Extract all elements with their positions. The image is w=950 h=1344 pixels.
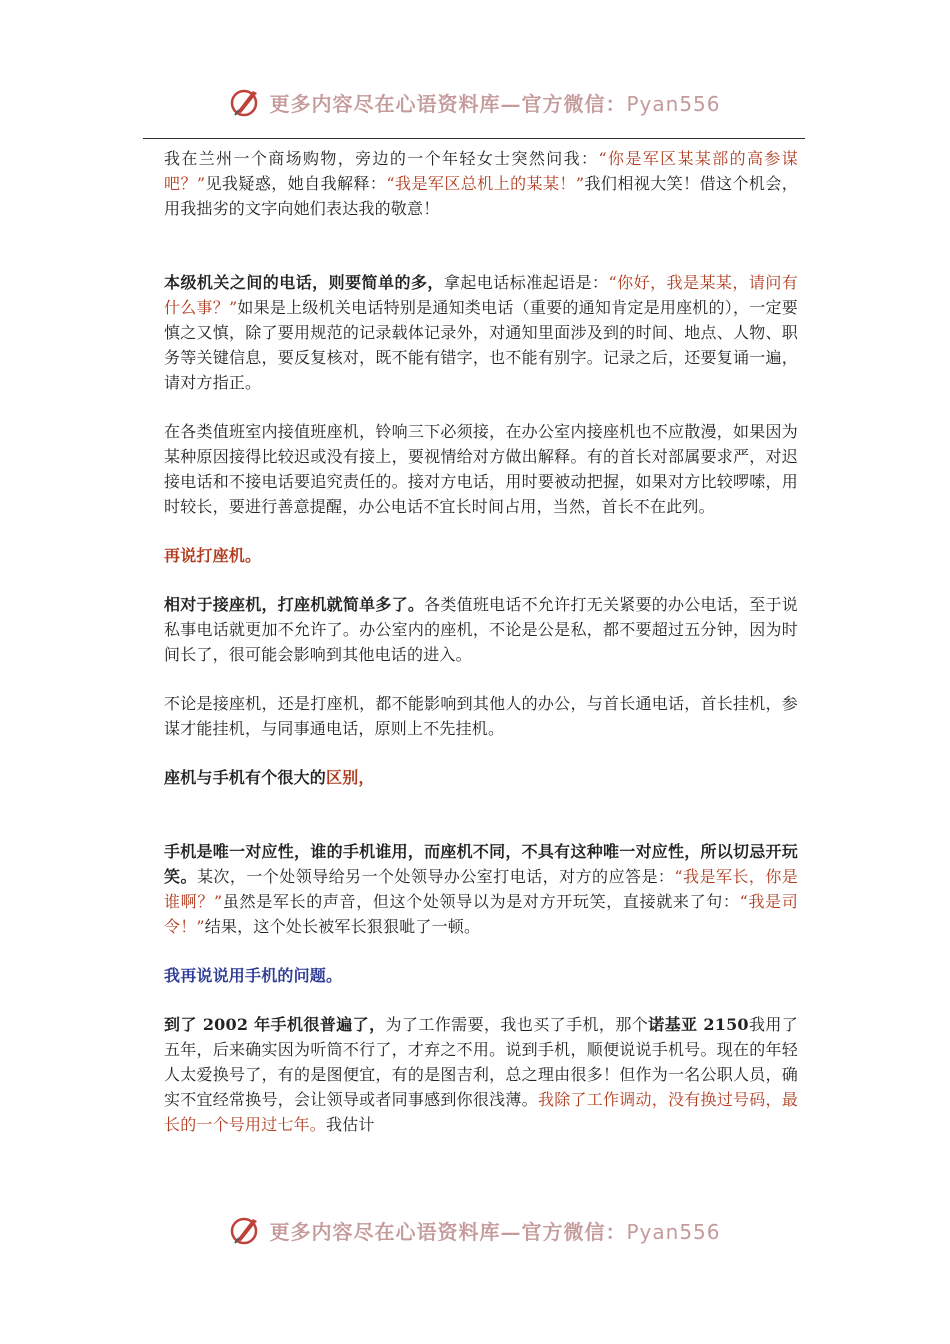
header-divider	[143, 138, 805, 139]
paragraph-2: 本级机关之间的电话，则要简单的多，拿起电话标准起语是：“你好，我是某某，请问有什么事？”如果是上级机关电话特别是通知类电话（重要的通知肯定是用座机的），一定要慎之又慎，除了要用规范的记录载体记录外，对通知里面涉及到的时间、地点、人物、职务等关键信息，要反复核对，既不能有错字，也不能有别字。记录之后，还要复诵一遍，请对方指正。	[164, 273, 798, 392]
paragraph-1: 我在兰州一个商场购物，旁边的一个年轻女士突然问我：“你是军区某某部的高参谋吧？”见我疑惑，她自我解释：“我是军区总机上的某某！”我们相视大笑！借这个机会，用我拙劣的文字向她们表达我的敬意！	[164, 149, 798, 218]
paragraph-5: 不论是接座机，还是打座机，都不能影响到其他人的办公，与首长通电话，首长挂机，参谋才能挂机，与同事通电话，原则上不先挂机。	[164, 694, 798, 738]
section-heading-call-landline: 再说打座机。	[164, 546, 262, 565]
section-heading-mobile: 我再说说用手机的问题。	[164, 966, 343, 985]
section-heading-difference: 座机与手机有个很大的区别，	[164, 768, 375, 787]
quill-logo-icon	[229, 85, 263, 119]
watermark-text: 更多内容尽在心语资料库—官方微信：Pyan556	[269, 91, 721, 116]
watermark-text: 更多内容尽在心语资料库—官方微信：Pyan556	[269, 1219, 721, 1244]
header-watermark	[0, 82, 950, 122]
article-body	[164, 146, 798, 1137]
footer-watermark	[0, 1210, 950, 1250]
paragraph-7: 到了 2002 年手机很普遍了，为了工作需要，我也买了手机，那个诺基亚 2150我用了五年，后来确实因为听筒不行了，才弃之不用。说到手机，顺便说说手机号。现在的年轻人太爱换号了，有的是图便宜，有的是图吉利，总之理由很多！但作为一名公职人员，确实不宜经常换号，会让领导或者同事感到你很浅薄。我除了工作调动，没有换过号码，最长的一个号用过七年。我估计	[164, 1015, 799, 1134]
paragraph-4: 相对于接座机，打座机就简单多了。各类值班电话不允许打无关紧要的办公电话，至于说私事电话就更加不允许了。办公室内的座机，不论是公是私，都不要超过五分钟，因为时间长了，很可能会影响到其他电话的进入。	[164, 595, 798, 664]
quill-logo-icon	[229, 1213, 263, 1247]
paragraph-6: 手机是唯一对应性，谁的手机谁用，而座机不同，不具有这种唯一对应性，所以切忌开玩笑。某次，一个处领导给另一个处领导办公室打电话，对方的应答是：“我是军长，你是谁啊？”虽然是军长的声音，但这个处领导以为是对方开玩笑，直接就来了句：“我是司令！”结果，这个处长被军长狠狠呲了一顿。	[164, 842, 798, 936]
paragraph-3: 在各类值班室内接值班座机，铃响三下必须接，在办公室内接座机也不应散漫，如果因为某种原因接得比较迟或没有接上，要视情给对方做出解释。有的首长对部属要求严，对迟接电话和不接电话要追究责任的。接对方电话，用时要被动把握，如果对方比较啰嗦，用时较长，要进行善意提醒，办公电话不宜长时间占用，当然，首长不在此列。	[164, 422, 798, 516]
